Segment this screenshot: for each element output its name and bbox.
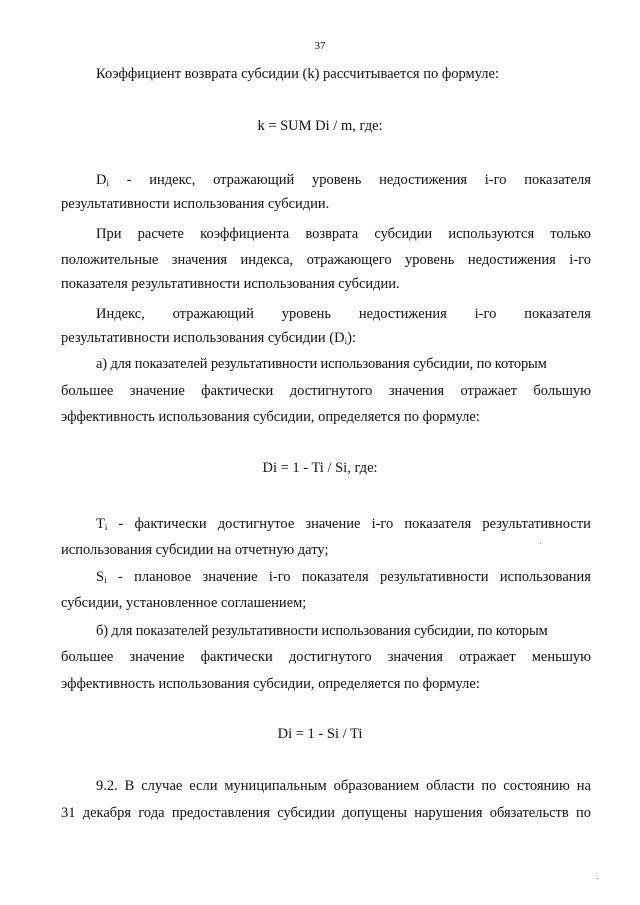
positive-note-line-1: При расчете коэффициента возврата субсидии используются только: [96, 226, 591, 242]
d-definition-line-1: $D_i$ - индекс, отражающий уровень недостижения i-го показателя: [96, 172, 591, 188]
positive-note-line-2: положительные значения индекса, отражающего уровень недостижения i-го: [61, 252, 591, 268]
case-b-line-2: большее значение фактически достигнутого значения отражает меньшую: [61, 649, 591, 665]
s-definition-line-2: субсидии, установленное соглашением;: [61, 595, 307, 611]
s-definition-line-1: $S_i$ - плановое значение i-го показателя результативности использования: [96, 569, 591, 585]
scan-speck: [597, 878, 598, 879]
clause-9-2-line-2: 31 декабря года предоставления субсидии допущены нарушения обязательств по: [61, 805, 591, 821]
d-definition-line-2: результативности использования субсидии.: [61, 196, 330, 212]
s-symbol: $S_i$: [96, 569, 107, 585]
case-a-line-2: большее значение фактически достигнутого значения отражает большую: [61, 383, 591, 399]
clause-9-2-line-1: 9.2. В случае если муниципальным образованием области по состоянию на: [96, 778, 591, 794]
t-definition-line-2: использования субсидии на отчетную дату;: [61, 542, 329, 558]
intro-sentence: Коэффициент возврата субсидии (k) рассчитывается по формуле:: [96, 66, 500, 82]
formula-k: k = SUM Di / m, где:: [257, 118, 383, 134]
case-b-line-1: б) для показателей результативности использования субсидии, по которым: [96, 623, 548, 639]
scan-speck: [540, 543, 541, 544]
t-definition-line-1: $T_i$ - фактически достигнутое значение i-го показателя результативности: [96, 516, 591, 532]
positive-note-line-3: показателя результативности использования субсидии.: [61, 276, 400, 292]
case-a-line-3: эффективность использования субсидии, определяется по формуле:: [61, 409, 480, 425]
formula-a: Di = 1 - Ti / Si, где:: [262, 460, 378, 476]
case-b-line-3: эффективность использования субсидии, определяется по формуле:: [61, 676, 480, 692]
index-intro-line-2: результативности использования субсидии $(D_i)$:: [61, 330, 356, 346]
case-a-line-1: а) для показателей результативности использования субсидии, по которым: [96, 356, 547, 372]
page-number: 37: [314, 40, 326, 52]
d-symbol: $D_i$: [96, 172, 109, 188]
t-symbol: $T_i$: [96, 516, 108, 532]
index-intro-line-1: Индекс, отражающий уровень недостижения i-го показателя: [96, 306, 591, 322]
formula-b: Di = 1 - Si / Ti: [277, 726, 363, 742]
